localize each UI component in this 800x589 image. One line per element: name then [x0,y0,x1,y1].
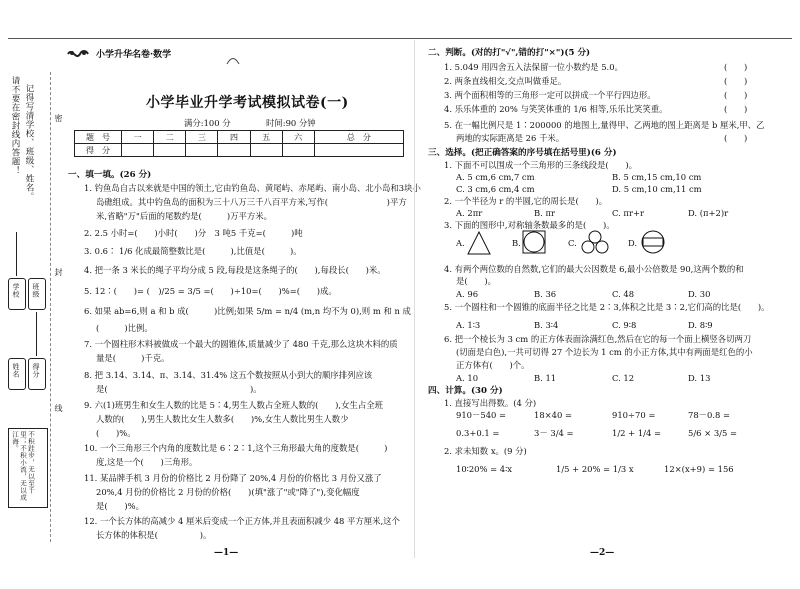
s4-sub2: 2. 求未知数 x。(9 分) [444,446,527,456]
s3-q6: 6. 把一个棱长为 3 cm 的正方体表面涂满红色,然后在它的每一个面上横竖各切两刀 [444,334,752,344]
s3-opt[interactable]: B. 36 [534,289,557,299]
s3-q5: 5. 一个圆柱和一个圆锥的底面半径之比是 2∶3,体积之比是 3∶2,它们高的比是( )。 [444,302,770,312]
s3-opt[interactable]: A. 5 cm,6 cm,7 cm [456,172,535,182]
s1-line: 度,这是一个( )三角形。 [96,457,198,467]
s3-q6: (切面是白色),一共可切得 27 个边长为 1 cm 的小正方体,其中有两面是红色的小 [456,347,753,357]
s4-calc: 3－ 3/4 = [534,428,574,438]
margin-seal-xian: 线 [54,404,63,413]
margin-seal-mi: 密 [54,114,63,123]
exam-time: 时间:90 分钟 [266,118,316,128]
name-line [16,232,17,276]
s2-answer[interactable]: ( ) [724,62,748,72]
s4-calc: 910÷70 = [612,410,656,420]
s3-opt[interactable]: A. 10 [456,373,479,383]
s3-q3: 3. 下面的图形中,对称轴条数最多的是( )。 [444,220,615,230]
s3-opt[interactable]: C. 48 [612,289,635,299]
s1-line: 岛礁组成。其中钓鱼岛的面积为三十八万三千八百平方米,写作( )平方 [96,197,407,207]
s1-line: 人数的( ),男生人数比女生人数多( )%,女生人数比男生人数少 [96,414,349,424]
s2-item: 5. 在一幅比例尺是 1∶200000 的地图上,量得甲、乙两地的图上距离是 b 厘米,甲、乙 [444,120,765,130]
s3-opt[interactable]: A. 2πr [456,208,483,218]
circle-in-square-icon [522,230,546,254]
s1-line: ( )比例。 [96,323,153,333]
s1-line: 8. 把 3.14、3.14、π、3.14、31.4% 这五个数按照从小到大的顺序排列应该 [84,370,373,380]
s3-opt[interactable]: B. 3∶4 [534,320,559,330]
s3-opt[interactable]: B. [512,238,521,248]
section4-heading: 四、计算。(30 分) [428,386,503,396]
s3-opt[interactable]: A. 1∶3 [456,320,481,330]
s3-opt[interactable]: D. 30 [688,289,711,299]
s1-line: 是( )%。 [96,501,144,511]
s1-line: 11. 某品牌手机 3 月份的价格比 2 月份降了 20%,4 月份的价格比 3 月份又涨了 [84,473,382,483]
series-logo-icon [66,46,90,60]
s4-eq: 1/5 + 20% = 1/3 x [556,464,634,474]
slogan-box: 不积跬步，无以至千里；不积小流，无以成江海。 [8,428,48,508]
s1-line: 7. 一个圆柱形木料被做成一个最大的圆锥体,质量减少了 480 千克,那么这块木料的质 [84,339,398,349]
s3-opt[interactable]: D. [628,238,638,248]
s2-item: 1. 5.049 用四舍五入法保留一位小数约是 5.0。 [444,62,623,72]
page-number-2: —2— [590,548,615,558]
s3-opt[interactable]: C. 9∶8 [612,320,637,330]
s3-q4: 是( )。 [456,276,497,286]
s3-q6: 正方体有( )个。 [456,360,530,370]
s4-calc: 78－0.8 = [688,410,731,420]
s4-calc: 0.3+0.1 = [456,428,500,438]
s1-line: 是( )。 [96,384,262,394]
s3-opt[interactable]: C. [568,238,577,248]
section1-heading: 一、填一填。(26 分) [68,170,152,180]
s3-opt[interactable]: C. 3 cm,6 cm,4 cm [456,184,535,194]
s1-line: 长方体的体积是( )。 [96,530,212,540]
s2-item: 两地的实际距离是 26 千米。 [456,133,565,143]
s1-line: 2. 2.5 小时=( )小时( )分 3 吨5 千克=( )吨 [84,228,303,238]
score-line [36,312,37,356]
s4-calc: 5/6 × 3/5 = [688,428,737,438]
section2-heading: 二、判断。(对的打"√",错的打"×")(5 分) [428,48,591,58]
s3-q1: 1. 下面不可以围成一个三角形的三条线段是( )。 [444,160,638,170]
s3-opt[interactable]: D. 5 cm,10 cm,11 cm [612,184,702,194]
margin-seal-feng: 封 [54,268,63,277]
s1-line: 6. 如果 ab=6,则 a 和 b 成( )比例;如果 5/m = n/4 (m,n 均不为 0),则 m 和 n 成 [84,306,411,316]
s3-opt[interactable]: D. (π+2)r [688,208,729,218]
s2-item: 4. 乐乐体重的 20% 与笑笑体重的 1/6 相等,乐乐比笑笑重。 [444,104,668,114]
s2-answer[interactable]: ( ) [724,133,748,143]
s2-item: 2. 两条直线相交,交点叫做垂足。 [444,76,567,86]
score-table-header-row: 题 号 一 二 三 四 五 六 总 分 [75,131,404,144]
leaf-decoration-icon [226,50,240,60]
page-number-1: —1— [214,548,239,558]
s1-line: 1. 钓鱼岛自古以来就是中国的领土,它由钓鱼岛、黄尾屿、赤尾屿、南小岛、北小岛和3块小 [84,183,421,193]
s1-line: 4. 把一条 3 米长的绳子平均分成 5 段,每段是这条绳子的( ),每段长( )米。 [84,265,386,275]
s3-opt[interactable]: B. 5 cm,15 cm,10 cm [612,172,702,182]
s1-line: 20%,4 月份的价格比 2 月份的价格( )(填"涨了"或"降了"),变化幅度 [96,487,360,497]
s4-calc: 18×40 = [534,410,573,420]
s3-q4: 4. 有两个两位数的自然数,它们的最大公因数是 6,最小公倍数是 90,这两个数的和 [444,264,744,274]
s4-calc: 910－540 = [456,410,507,420]
s3-opt[interactable]: D. 8∶9 [688,320,713,330]
page-divider [414,40,415,558]
name-box: 姓名 [8,358,26,390]
score-table [74,130,404,157]
series-title: 小学升华名卷·数学 [96,50,172,60]
s2-answer[interactable]: ( ) [724,76,748,86]
s3-opt[interactable]: D. 13 [688,373,711,383]
s1-line: 量是( )千克。 [96,353,170,363]
s1-line: 12. 一个长方体的高减少 4 厘米后变成一个正方体,并且表面积减少 48 平方厘米,这个 [84,516,400,526]
s3-opt[interactable]: A. [456,238,465,248]
s1-line: ( )%。 [96,428,136,438]
s2-answer[interactable]: ( ) [724,90,748,100]
score-table-score-row: 得 分 [75,144,404,157]
s3-opt[interactable]: B. 11 [534,373,557,383]
s2-answer[interactable]: ( ) [724,104,748,114]
circle-with-rectangle-icon [640,229,666,255]
s2-item: 3. 两个面积相等的三角形一定可以拼成一个平行四边形。 [444,90,656,100]
s3-opt[interactable]: C. πr+r [612,208,644,218]
s1-line: 5. 12∶( )= ( )/25 = 3/5 =( )÷10=( )%=( )成。 [84,286,337,296]
s3-opt[interactable]: A. 96 [456,289,479,299]
s4-eq: 12×(x+9) = 156 [664,464,734,474]
s1-line: 米,省略"万"后面的尾数约是( )万平方米。 [96,211,273,221]
seal-line [50,72,51,542]
s4-sub1: 1. 直接写出得数。(4 分) [444,398,537,408]
s3-opt[interactable]: C. 12 [612,373,635,383]
s3-q2: 2. 一个半径为 r 的半圆,它的周长是( )。 [444,196,608,206]
margin-remind: 记得写清学校、班级、姓名。 [24,84,34,201]
s3-opt[interactable]: B. πr [534,208,555,218]
s1-line: 10. 一个三角形三个内角的度数比是 6∶2∶1,这个三角形最大角的度数是( ) [84,443,388,453]
triangle-figure-icon [466,230,492,256]
s4-calc: 1/2 + 1/4 = [612,428,661,438]
three-circles-icon [580,229,610,255]
school-box: 学校 [8,278,26,310]
s1-line: 9. 六(1)班男生和女生人数的比是 5∶4,男生人数占全班人数的( ),女生占全班 [84,400,383,410]
score-box: 得分 [28,358,46,390]
s1-line: 3. 0.6∶ 1/6 化成最简整数比是( ),比值是( )。 [84,246,302,256]
margin-notice: 请不要在密封线内答题！ [10,76,20,175]
class-box: 班级 [28,278,46,310]
section3-heading: 三、选择。(把正确答案的序号填在括号里)(6 分) [428,148,617,158]
s4-eq: 10∶20% = 4∶x [456,464,513,474]
full-score: 满分:100 分 [184,118,231,128]
exam-title: 小学毕业升学考试模拟试卷(一) [146,95,349,111]
